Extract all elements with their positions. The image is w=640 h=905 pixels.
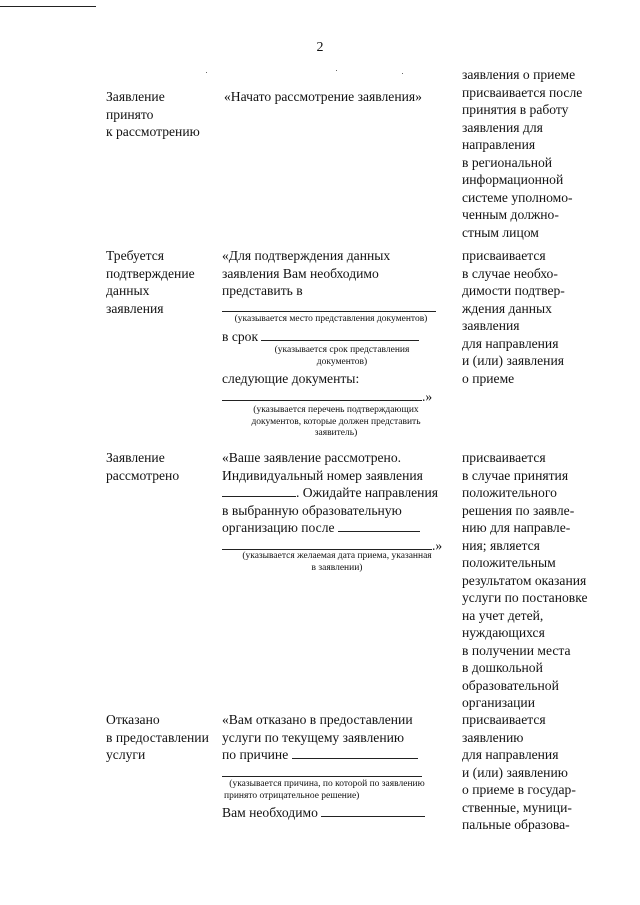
message-end: .» <box>432 537 443 553</box>
status-line: подтверждение <box>106 265 195 281</box>
description-line: заявлению <box>462 729 524 745</box>
message-line: по причине <box>222 747 289 762</box>
description-line: информационной <box>462 172 564 187</box>
description-line: системе уполномо- <box>462 189 573 205</box>
status-line: услуги <box>106 747 146 762</box>
caption-reason: (указывается причина, по которой по заявлению принято отрицательное решение) <box>224 779 425 801</box>
blank-need <box>321 804 425 817</box>
message-line: в срок <box>222 329 259 344</box>
blank-reason <box>292 746 418 759</box>
description-line: присваивается <box>462 712 546 727</box>
description-line: в случае принятия <box>462 467 569 483</box>
blank-application-number <box>222 484 296 497</box>
description-accepted <box>462 66 612 241</box>
description-line: присваивается <box>462 248 546 263</box>
description-line: пальные образова- <box>462 817 570 832</box>
description-refused <box>462 711 612 834</box>
message-line: «Начато рассмотрение заявления» <box>224 89 422 104</box>
description-line: ждения данных <box>462 300 552 316</box>
blank-admission-date <box>338 519 420 532</box>
message-line: организацию после <box>222 520 335 535</box>
description-line: принятия в работу <box>462 102 569 117</box>
message-confirmation-required <box>222 247 458 300</box>
description-line: и (или) заявления <box>462 353 564 368</box>
message-line: «Вам отказано в предоставлении <box>222 712 413 727</box>
description-line: услуги по постановке <box>462 590 588 605</box>
description-line: ственные, муници- <box>462 799 572 815</box>
description-line: присваивается после <box>462 84 583 100</box>
description-line: результатом оказания <box>462 572 587 588</box>
description-line: положительного <box>462 485 557 500</box>
status-line: рассмотрено <box>106 467 180 483</box>
message-line: «Ваше заявление рассмотрено. <box>222 450 402 465</box>
description-line: и (или) заявлению <box>462 764 568 780</box>
status-line: принято <box>106 106 154 122</box>
message-line: представить в <box>222 283 303 298</box>
message-line: в выбранную образовательную <box>222 502 402 518</box>
message-reviewed <box>222 449 458 554</box>
caption-admission-date: (указывается желаемая дата приема, указанная в заявлении) <box>242 551 432 573</box>
caption-deadline: (указывается срок представления документов) <box>274 345 410 367</box>
message-refused-need <box>222 804 458 822</box>
status-line: данных <box>106 283 150 298</box>
description-line: нуждающихся <box>462 625 545 640</box>
description-line: стным лицом <box>462 224 539 240</box>
message-accepted <box>224 88 460 106</box>
description-line: присваивается <box>462 450 546 465</box>
status-reviewed <box>106 449 216 484</box>
status-refused <box>106 711 222 764</box>
message-line: Индивидуальный номер заявления <box>222 467 423 483</box>
description-line: образовательной <box>462 677 559 693</box>
description-confirmation-required <box>462 247 612 387</box>
message-line: . Ожидайте направления <box>296 485 438 500</box>
description-line: для направления <box>462 747 559 762</box>
status-line: к рассмотрению <box>106 124 200 139</box>
status-line: Отказано <box>106 712 160 727</box>
message-line: «Для подтверждения данных <box>222 248 391 263</box>
blank-deadline <box>261 328 419 341</box>
description-line: ченным должно- <box>462 207 559 222</box>
caption-place: (указывается место представления документов) <box>234 314 428 324</box>
description-reviewed <box>462 449 612 712</box>
description-line: о приеме <box>462 370 515 386</box>
page-number: 2 <box>316 40 324 55</box>
blank-admission-date-2 <box>222 537 432 550</box>
blank-reason-2 <box>222 776 422 777</box>
blank-documents <box>222 388 422 401</box>
message-line: Вам необходимо <box>222 805 318 820</box>
description-line: в дошкольной <box>462 660 543 675</box>
message-refused <box>222 711 458 764</box>
message-line: следующие документы: <box>222 371 360 386</box>
scan-speck <box>206 72 207 73</box>
status-confirmation-required <box>106 247 216 317</box>
description-line: организации <box>462 695 535 710</box>
description-line: заявления о приеме <box>462 67 576 82</box>
description-line: димости подтвер- <box>462 283 565 298</box>
description-line: в случае необхо- <box>462 265 558 281</box>
status-accepted <box>106 88 216 141</box>
description-line: направления <box>462 137 536 152</box>
description-line: для направления <box>462 335 559 351</box>
message-end: .» <box>422 388 433 404</box>
scan-speck <box>336 70 337 71</box>
message-line: услуги по текущему заявлению <box>222 729 405 745</box>
message-line: заявления Вам необходимо <box>222 265 379 281</box>
description-line: нию для направле- <box>462 520 571 535</box>
status-line: в предоставлении <box>106 729 209 745</box>
description-line: в получении места <box>462 642 571 658</box>
description-line: решения по заявле- <box>462 502 575 518</box>
description-line: ния; является <box>462 537 540 553</box>
status-line: Требуется <box>106 248 165 263</box>
message-deadline <box>222 328 458 346</box>
top-rule <box>0 6 96 7</box>
caption-documents: (указывается перечень подтверждающих документов, которые должен представить заявитель) <box>251 405 421 438</box>
status-line: Заявление <box>106 89 165 104</box>
blank-place <box>222 311 436 312</box>
message-documents <box>222 370 458 405</box>
scan-speck <box>402 73 403 74</box>
description-line: о приеме в государ- <box>462 782 576 797</box>
description-line: на учет детей, <box>462 607 544 623</box>
description-line: положительным <box>462 555 556 570</box>
status-line: заявления <box>106 300 164 316</box>
status-line: Заявление <box>106 450 165 465</box>
description-line: заявления <box>462 318 520 333</box>
description-line: заявления для <box>462 119 543 135</box>
description-line: в региональной <box>462 154 553 170</box>
